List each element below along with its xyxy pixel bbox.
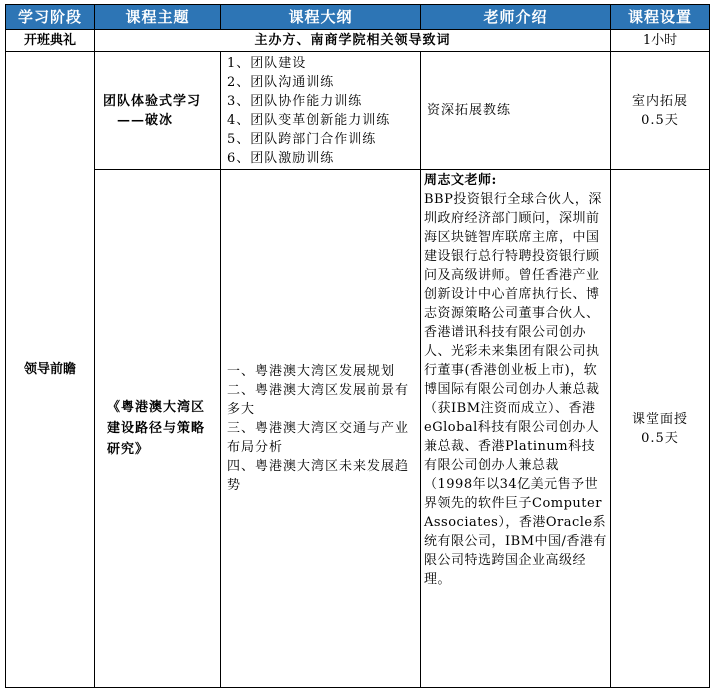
header-teacher: 老师介绍 <box>421 5 611 30</box>
header-setting: 课程设置 <box>611 5 710 30</box>
gba-outline-item: 二、粤港澳大湾区发展前景有多大 <box>227 383 410 417</box>
opening-stage: 开班典礼 <box>6 30 95 52</box>
gba-row <box>6 170 710 688</box>
gba-outline-item: 四、粤港澳大湾区未来发展趋势 <box>227 459 410 493</box>
header-stage: 学习阶段 <box>6 5 95 30</box>
team-theme <box>95 52 221 170</box>
team-outline-item: 3、团队协作能力训练 <box>227 93 363 109</box>
header-outline: 课程大纲 <box>221 5 421 30</box>
team-outline-item: 4、团队变革创新能力训练 <box>227 112 391 128</box>
team-theme-line1: 团队体验式学习 <box>103 93 202 109</box>
opening-setting: 1小时 <box>611 30 710 52</box>
teacher-name: 周志文老师: <box>424 173 497 188</box>
team-outline-item: 1、团队建设 <box>227 55 307 71</box>
team-outline-item: 6、团队激励训练 <box>227 150 335 166</box>
course-schedule-table <box>5 4 710 688</box>
teacher-bio: BBP投资银行全球合伙人，深圳政府经济部门顾问，深圳前海区块链智库联席主席，中国建设银行总行特聘投资银行顾问及高级讲师。曾任香港产业创新设计中心首席执行长、博志资源策略公司董事合伙人、香港谱讯科技有限公司创办人、光彩未来集团有限公司执行董事(香港创业板上市)，软博国际有限公司创办人兼总裁（获IBM注资而成立）、香港eGlobal科技有限公司创办人兼总裁、香港Platinum科技有限公司创办人兼总裁（1998年以34亿美元售予世界领先的软件巨子Computer Associates），香港Oracle系统有限公司，IBM中国/香港有限公司特选跨国企业高级经理。 <box>424 192 607 587</box>
leadership-stage: 领导前瞻 <box>6 52 95 688</box>
team-setting-line1: 室内拓展 <box>631 93 688 109</box>
opening-content: 主办方、南商学院相关领导致词 <box>95 30 611 52</box>
header-theme: 课程主题 <box>95 5 221 30</box>
team-setting-line2: 0.5天 <box>641 112 679 128</box>
team-teacher: 资深拓展教练 <box>421 52 611 170</box>
gba-setting <box>611 170 710 688</box>
team-theme-line2: ——破冰 <box>117 112 174 128</box>
gba-outline-item: 三、粤港澳大湾区交通与产业布局分析 <box>227 421 410 455</box>
gba-setting-line2: 0.5天 <box>641 430 679 446</box>
team-row <box>6 52 710 170</box>
gba-teacher <box>421 170 611 688</box>
gba-outline-item: 一、粤港澳大湾区发展规划 <box>227 364 396 379</box>
gba-theme: 《粤港澳大湾区建设路径与策略研究》 <box>95 170 221 688</box>
team-outline <box>221 52 421 170</box>
gba-outline <box>221 170 421 688</box>
header-row <box>6 5 710 30</box>
team-outline-item: 5、团队跨部门合作训练 <box>227 131 377 147</box>
team-setting <box>611 52 710 170</box>
team-outline-item: 2、团队沟通训练 <box>227 74 335 90</box>
opening-row <box>6 30 710 52</box>
gba-setting-line1: 课堂面授 <box>631 411 688 427</box>
